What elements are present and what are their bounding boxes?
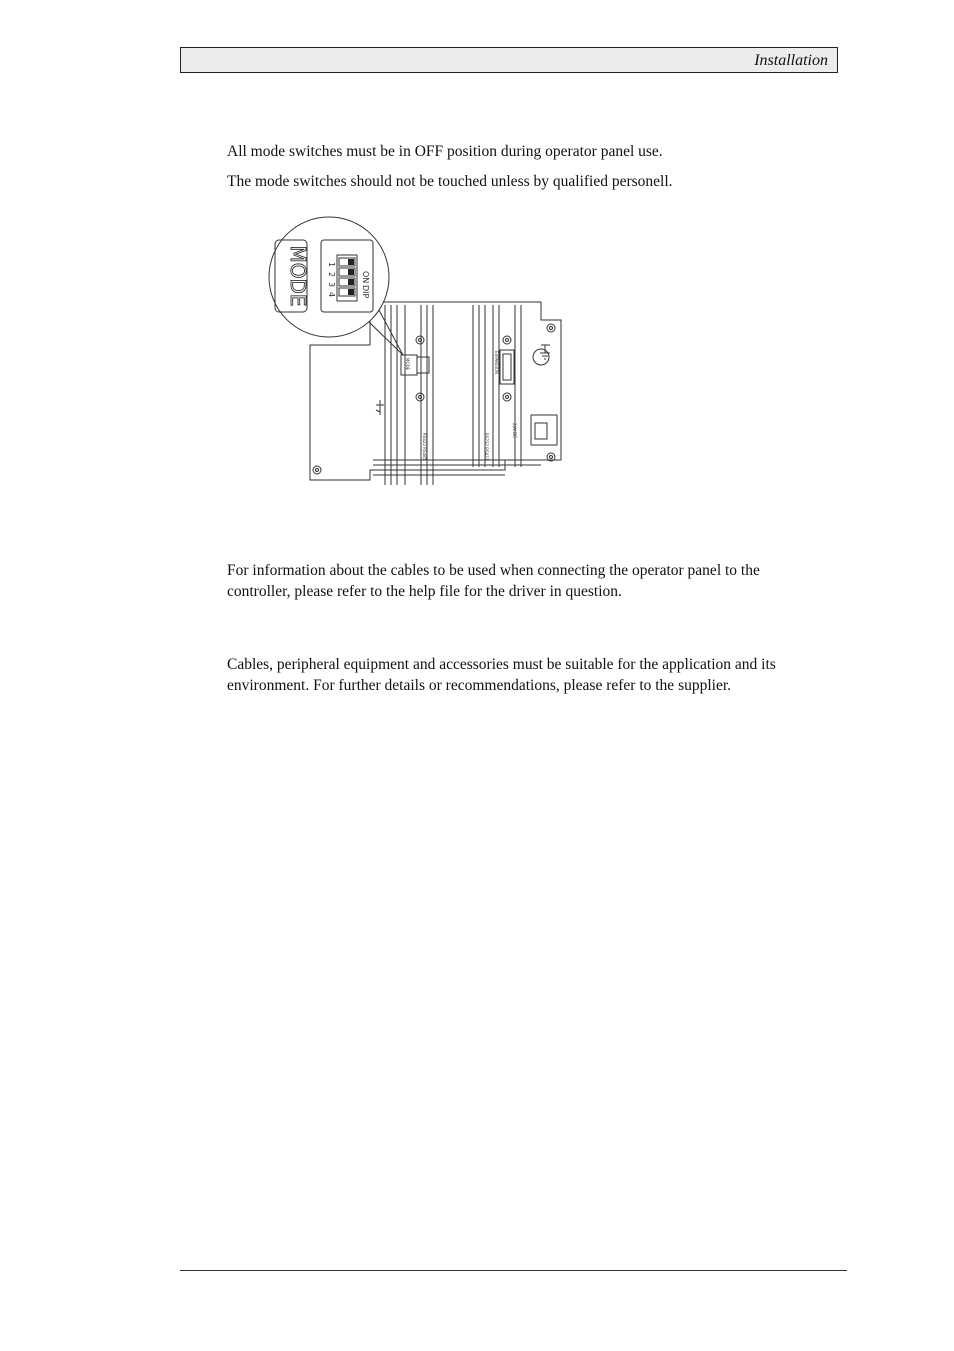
- switch-number-3: 3: [327, 282, 336, 288]
- footer-rule: [180, 1270, 847, 1271]
- expansion-label: EXPANSION: [494, 351, 499, 375]
- peripheral-info-paragraph: Cables, peripheral equipment and accessories must be suitable for the application and its environment. For further details or recommendations, please refer to the supplier.: [227, 656, 776, 694]
- cables-info-paragraph: For information about the cables to be used when connecting the operator panel to the controller, please refer to the help file for the driver in question.: [227, 562, 760, 600]
- section-title: Installation: [754, 52, 828, 69]
- page-header: [180, 47, 838, 73]
- switch-number-4: 4: [327, 292, 336, 298]
- dip-on-label: ON: [361, 271, 370, 284]
- switch-number-1: 1: [327, 262, 336, 268]
- board-mode-label: MODE: [405, 358, 410, 371]
- dip-label: DIP: [361, 285, 370, 299]
- port-label-com2: RS232 RS422: [484, 433, 489, 461]
- mode-switch-instruction: All mode switches must be in OFF position during operator panel use.: [227, 143, 663, 160]
- panel-rear-diagram: [245, 205, 575, 490]
- mode-switch-figure: [245, 205, 575, 490]
- port-label-com1: RS422 RS485: [422, 433, 427, 461]
- mode-switch-warning: The mode switches should not be touched unless by qualified personell.: [227, 173, 673, 190]
- switch-number-2: 2: [327, 272, 336, 278]
- power-label: 24V DC: [512, 423, 517, 438]
- mode-label: MODE: [286, 245, 310, 307]
